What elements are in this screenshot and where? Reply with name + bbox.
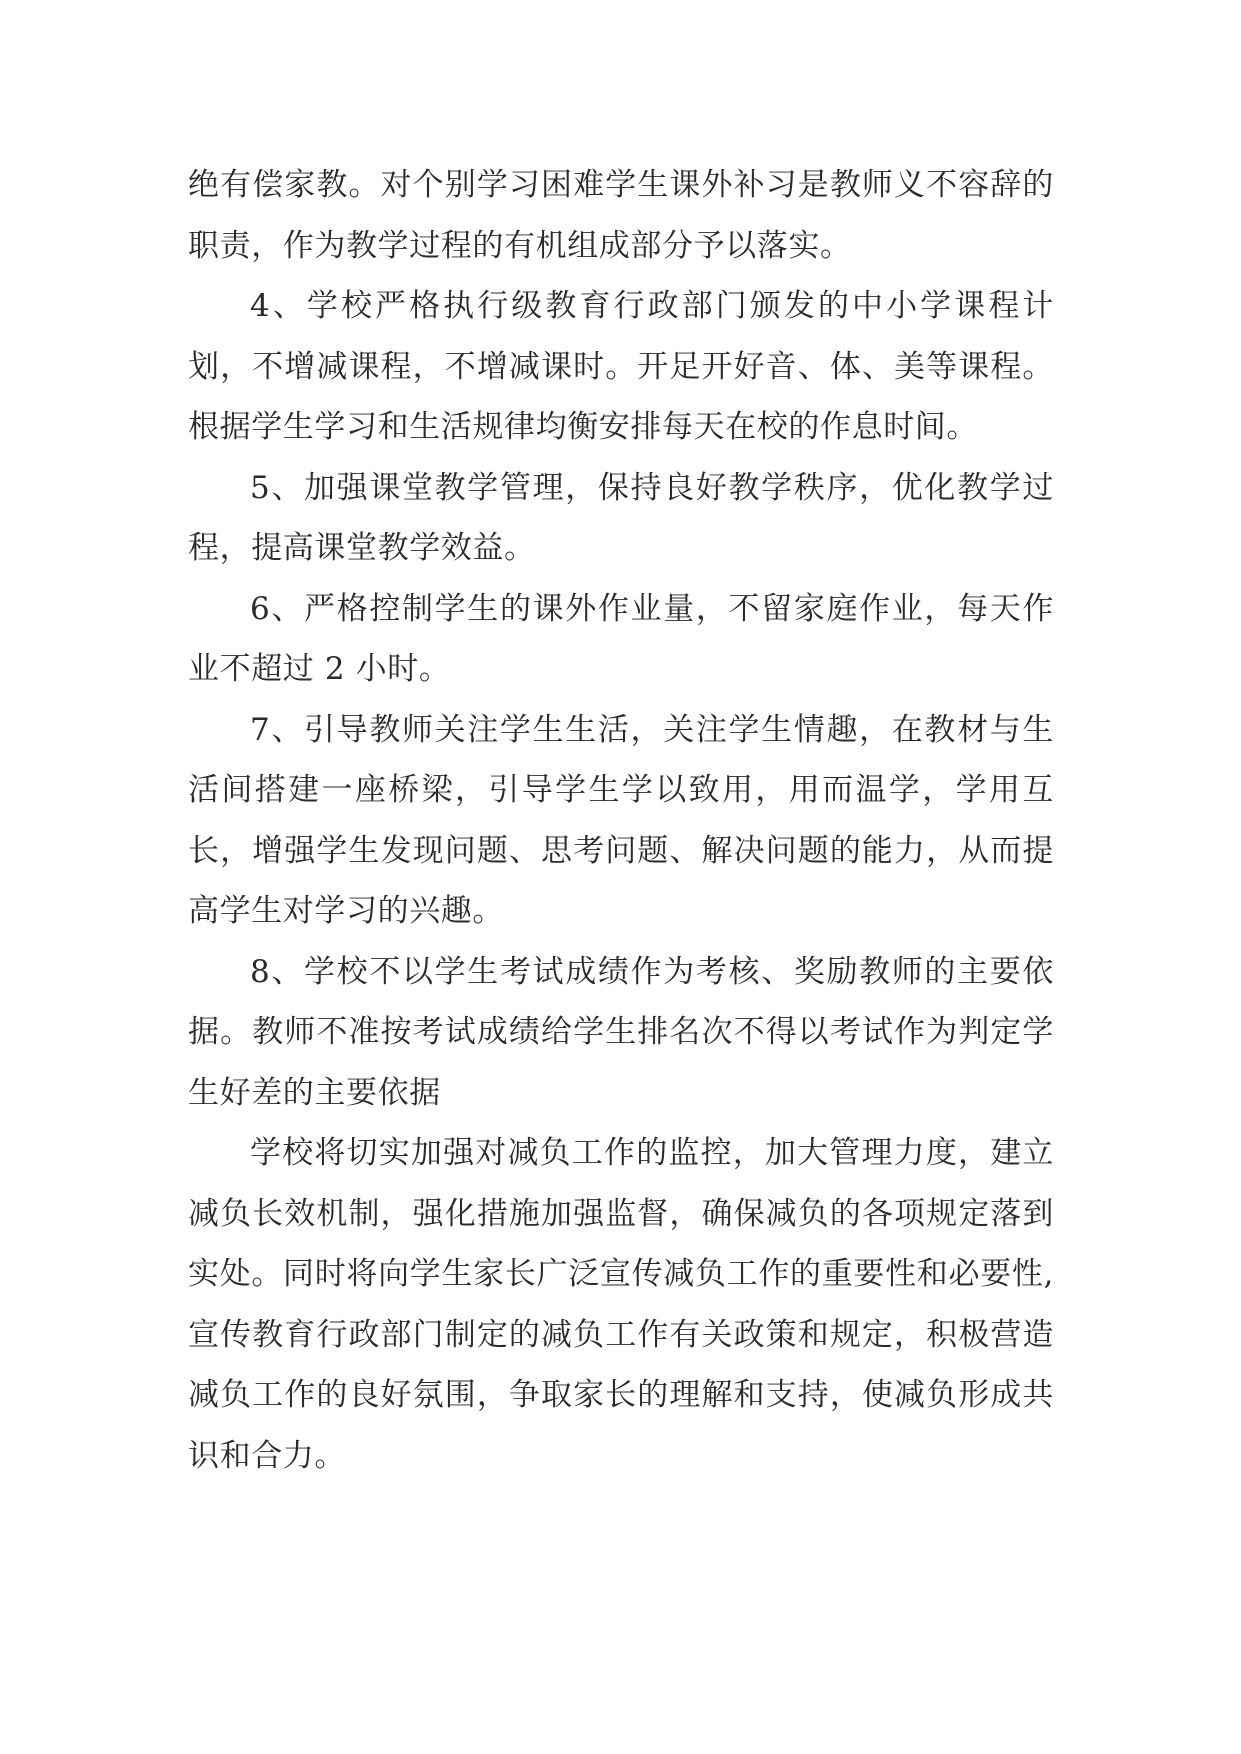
paragraph-item-8: 8、学校不以学生考试成绩作为考核、奖励教师的主要依据。教师不准按考试成绩给学生排名次不得以考试作为判定学生好差的主要依据	[188, 953, 1054, 1111]
document-body	[188, 155, 1054, 1486]
paragraph-item-7: 7、引导教师关注学生生活，关注学生情趣，在教材与生活间搭建一座桥梁，引导学生学以致用，用而温学，学用互长，增强学生发现问题、思考问题、解决问题的能力，从而提高学生对学习的兴趣。	[188, 711, 1054, 929]
paragraph-continuation: 绝有偿家教。对个别学习困难学生课外补习是教师义不容辞的职责，作为教学过程的有机组成部分予以落实。	[188, 167, 1054, 264]
paragraph-item-5: 5、加强课堂教学管理，保持良好教学秩序，优化教学过程，提高课堂教学效益。	[188, 469, 1054, 566]
paragraph-item-6: 6、严格控制学生的课外作业量，不留家庭作业，每天作业不超过 2 小时。	[188, 590, 1054, 687]
paragraph-item-4: 4、学校严格执行级教育行政部门颁发的中小学课程计划，不增减课程，不增减课时。开足开好音、体、美等课程。根据学生学习和生活规律均衡安排每天在校的作息时间。	[188, 288, 1054, 445]
paragraph-conclusion: 学校将切实加强对减负工作的监控，加大管理力度，建立减负长效机制，强化措施加强监督，确保减负的各项规定落到实处。同时将向学生家长广泛宣传减负工作的重要性和必要性,宣传教育行政部门制定的减负工作有关政策和规定，积极营造减负工作的良好氛围，争取家长的理解和支持，使减负形成共识和合力。	[188, 1135, 1054, 1474]
